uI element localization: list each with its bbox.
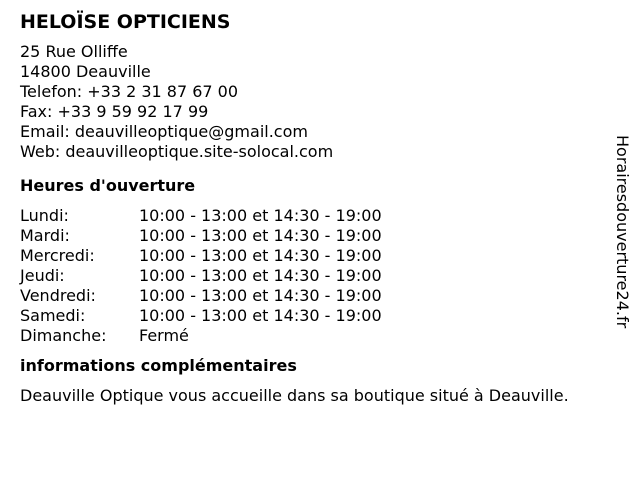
hours-row bbox=[20, 266, 620, 286]
day-label: Mardi: bbox=[20, 226, 70, 245]
day-hours: 10:00 - 13:00 et 14:30 - 19:00 bbox=[139, 206, 382, 225]
day-hours: 10:00 - 13:00 et 14:30 - 19:00 bbox=[139, 266, 382, 285]
day-hours: Fermé bbox=[139, 326, 189, 345]
website: Web: deauvilleoptique.site-solocal.com bbox=[20, 142, 334, 161]
day-hours: 10:00 - 13:00 et 14:30 - 19:00 bbox=[139, 286, 382, 305]
business-name: HELOÏSE OPTICIENS bbox=[20, 11, 231, 33]
opening-hours-title: Heures d'ouverture bbox=[20, 176, 196, 195]
day-label: Jeudi: bbox=[20, 266, 65, 285]
day-hours: 10:00 - 13:00 et 14:30 - 19:00 bbox=[139, 246, 382, 265]
fax-number: Fax: +33 9 59 92 17 99 bbox=[20, 102, 209, 121]
site-watermark: Horairesdouverture24.fr bbox=[613, 135, 632, 329]
day-label: Mercredi: bbox=[20, 246, 95, 265]
day-label: Vendredi: bbox=[20, 286, 96, 305]
hours-row bbox=[20, 306, 620, 326]
address-street: 25 Rue Olliffe bbox=[20, 42, 128, 61]
business-card bbox=[20, 10, 620, 406]
address-city: 14800 Deauville bbox=[20, 62, 151, 81]
hours-row bbox=[20, 246, 620, 266]
hours-row bbox=[20, 326, 620, 346]
additional-info-text: Deauville Optique vous accueille dans sa boutique situé à Deauville. bbox=[20, 386, 569, 405]
opening-hours-table bbox=[20, 206, 620, 346]
hours-row bbox=[20, 286, 620, 306]
additional-info-title: informations complémentaires bbox=[20, 356, 297, 375]
day-label: Lundi: bbox=[20, 206, 69, 225]
phone-number: Telefon: +33 2 31 87 67 00 bbox=[20, 82, 239, 101]
day-hours: 10:00 - 13:00 et 14:30 - 19:00 bbox=[139, 226, 382, 245]
day-label: Samedi: bbox=[20, 306, 86, 325]
email-address: Email: deauvilleoptique@gmail.com bbox=[20, 122, 308, 141]
day-label: Dimanche: bbox=[20, 326, 107, 345]
hours-row bbox=[20, 206, 620, 226]
hours-row bbox=[20, 226, 620, 246]
day-hours: 10:00 - 13:00 et 14:30 - 19:00 bbox=[139, 306, 382, 325]
